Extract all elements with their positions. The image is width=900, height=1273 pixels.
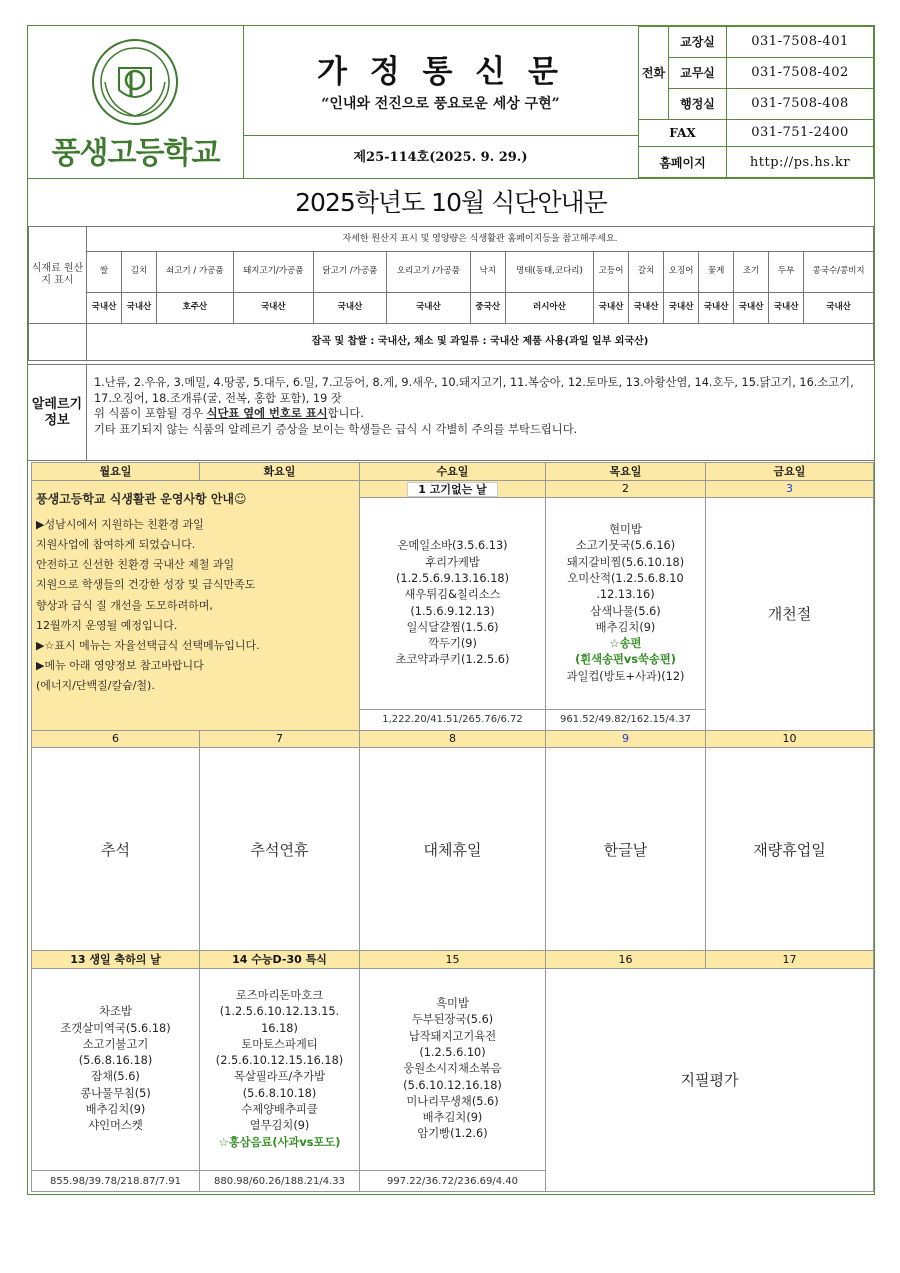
menu-cell [360, 968, 546, 1171]
allergy-rule-c: 합니다. [327, 407, 364, 420]
homepage-link[interactable]: http://ps.hs.kr [727, 147, 874, 178]
notice-line: ▶메뉴 아래 영양정보 참고바랍니다 [36, 659, 204, 673]
day-label [360, 480, 546, 498]
menu-calendar [31, 462, 873, 1192]
origin-value: 국내산 [769, 292, 804, 323]
origin-item: 명태(동태,코다리) [505, 251, 593, 292]
nutrition-info: 961.52/49.82/162.15/4.37 [546, 710, 706, 731]
allergy-rule [94, 406, 870, 422]
menu-cell [200, 968, 360, 1171]
rice-note: 잡곡 및 찹쌀 : 국내산, 채소 및 과일류 : 국내산 제품 사용(과일 일부 외국산) [87, 323, 874, 360]
school-name: 풍생고등학교 [51, 136, 220, 171]
menu-item: 흑미밥 [436, 997, 469, 1011]
day-label: 2 [546, 480, 706, 498]
allergy-rule-emphasis: 식단표 옆에 번호로 표시 [206, 407, 328, 420]
origin-value: 국내산 [387, 292, 471, 323]
menu-item: ☆송편 [609, 637, 642, 651]
menu-item: (5.6.8.16.18) [78, 1054, 153, 1068]
holiday-cell: 대체휴일 [360, 748, 546, 951]
day-label: 3 [706, 480, 874, 498]
origin-item: 낙지 [470, 251, 505, 292]
issue-number: 제25-114호(2025. 9. 29.) [243, 135, 638, 179]
menu-item: 두부된장국(5.6) [411, 1013, 494, 1027]
origin-table [28, 226, 874, 361]
menu-item: 초코약과쿠키(1.2.5.6) [395, 653, 510, 667]
holiday-cell: 한글날 [546, 748, 706, 951]
homepage-label: 홈페이지 [639, 147, 727, 178]
menu-item: 목살필라프/추가밥 [233, 1070, 326, 1084]
allergy-info [28, 364, 874, 461]
contact-number: 031-7508-402 [727, 57, 874, 88]
origin-value: 국내산 [122, 292, 157, 323]
menu-item: (1.2.5.6.10) [419, 1045, 486, 1059]
day-label: 17 [706, 951, 874, 969]
allergy-list: 1.난류, 2.우유, 3.메밀, 4.땅콩, 5.대두, 6.밀, 7.고등어, 8.게, 9.새우, 10.돼지고기, 11.복숭아, 12.토마토, 13.아황산염, 14.호두, 15.닭고기, 16.소고기, 17.오징어, 18.조개류(굴, 전복, 홍합 포함), 19 잣 [94, 376, 854, 405]
allergy-label: 알레르기 정보 [28, 365, 87, 460]
menu-item: 온메일소바(3.5.6.13) [397, 539, 508, 553]
menu-cell [546, 498, 706, 710]
fax-number: 031-751-2400 [727, 119, 874, 146]
menu-item: 소고기불고기 [82, 1037, 149, 1051]
origin-value: 중국산 [470, 292, 505, 323]
origin-value: 국내산 [804, 292, 874, 323]
header [28, 26, 874, 178]
menu-item: 납작돼지고기육전 [408, 1029, 497, 1043]
origin-value: 국내산 [629, 292, 664, 323]
menu-item: 로즈마리돈마호크 [235, 988, 324, 1002]
menu-item: 차조밥 [99, 1005, 132, 1019]
origin-value: 러시아산 [505, 292, 593, 323]
origin-note: 자세한 원산지 표시 및 영양량은 식생활관 홈페이지등을 참고해주세요. [87, 227, 874, 252]
menu-item: 미나리무생채(5.6) [406, 1094, 499, 1108]
menu-item: 돼지갈비찜(5.6.10.18) [566, 555, 685, 569]
notice-line: 안전하고 신선한 친환경 국내산 제철 과일 [36, 558, 235, 572]
holiday-cell: 재량휴업일 [706, 748, 874, 951]
origin-value: 국내산 [233, 292, 313, 323]
origin-item: 쇠고기 / 가공품 [157, 251, 234, 292]
nutrition-info: 1,222.20/41.51/265.76/6.72 [360, 710, 546, 731]
day-label: 15 [360, 951, 546, 969]
menu-item: 현미밥 [609, 523, 642, 537]
contact-label: 교무실 [669, 57, 727, 88]
origin-value: 국내산 [734, 292, 769, 323]
menu-item-choice: ☆홍삼음료(사과vs포도) [218, 1135, 341, 1149]
nutrition-info: 855.98/39.78/218.87/7.91 [32, 1171, 200, 1192]
menu-item: 후리가케밥 [425, 555, 480, 569]
origin-value: 국내산 [594, 292, 629, 323]
day-1-label: 1 고기없는 날 [407, 482, 497, 497]
menu-item: 일식달걀찜(1.5.6) [406, 620, 499, 634]
phone-label: 전화 [639, 27, 669, 120]
menu-item: 새우튀김&칠리소스 [404, 588, 501, 602]
notice-line: 12월까지 운영될 예정입니다. [36, 618, 178, 632]
menu-item: 수제양배추피클 [241, 1103, 318, 1117]
origin-value: 국내산 [313, 292, 386, 323]
weekday-header: 목요일 [546, 463, 706, 481]
day-label: 9 [546, 730, 706, 748]
newsletter-title: 가 정 통 신 문 [317, 54, 564, 90]
contact-number: 031-7508-408 [727, 88, 874, 119]
menu-item: 깍두기(9) [428, 637, 477, 651]
contact-table [638, 26, 874, 178]
weekday-header: 월요일 [32, 463, 200, 481]
notice-line: ▶성남시에서 지원하는 친환경 과일 [36, 517, 204, 531]
day-label: 14 수능D-30 특식 [200, 951, 360, 969]
origin-item: 두부 [769, 251, 804, 292]
day-label: 13 생일 축하의 날 [32, 951, 200, 969]
menu-item: (1.2.5.6.9.13.16.18) [395, 571, 509, 585]
origin-value: 국내산 [699, 292, 734, 323]
weekday-header: 수요일 [360, 463, 546, 481]
allergy-text [94, 375, 870, 437]
title-block [243, 26, 638, 178]
origin-item: 꽃게 [699, 251, 734, 292]
menu-item: 과일컵(방토+사과)(12) [566, 669, 685, 683]
origin-item: 오리고기 /가공품 [387, 251, 471, 292]
school-block [28, 26, 244, 178]
menu-item: 삼색나물(5.6) [590, 604, 661, 618]
menu-item: (2.5.6.10.12.15.16.18) [215, 1054, 344, 1068]
notice-line: ▶☆표시 메뉴는 자율선택급식 선택메뉴입니다. [36, 638, 260, 652]
origin-item: 돼지고기/가공품 [233, 251, 313, 292]
origin-item: 쌀 [87, 251, 122, 292]
nutrition-info: 997.22/36.72/236.69/4.40 [360, 1171, 546, 1192]
contact-label: 교장실 [669, 27, 727, 58]
allergy-caution: 기타 표기되지 않는 식품의 알레르기 증상을 보이는 학생들은 급식 시 각별히 주의를 부탁드립니다. [94, 422, 578, 436]
origin-side-label: 식재료 원산지 표시 [29, 227, 87, 324]
menu-cell [360, 498, 546, 710]
origin-item: 갈치 [629, 251, 664, 292]
notice-line: 지원사업에 참여하게 되었습니다. [36, 537, 196, 551]
menu-title: 2025학년도 10월 식단안내문 [28, 178, 874, 224]
day-label: 8 [360, 730, 546, 748]
menu-item: (5.6.10.12.16.18) [403, 1078, 502, 1092]
notice-line: 지원으로 학생들의 건강한 성장 및 급식만족도 [36, 578, 256, 592]
notice-box [32, 480, 360, 730]
origin-value: 국내산 [664, 292, 699, 323]
school-seal-icon [91, 38, 179, 126]
origin-value: 호주산 [157, 292, 234, 323]
menu-item: 오미산적(1.2.5.6.8.10 [567, 571, 684, 585]
holiday-cell: 추석연휴 [200, 748, 360, 951]
contact-number: 031-7508-401 [727, 27, 874, 58]
menu-item: 배추김치(9) [595, 620, 656, 634]
newsletter-page [27, 25, 875, 1195]
menu-item: 샤인머스켓 [88, 1119, 143, 1133]
menu-item: 잡채(5.6) [91, 1070, 140, 1084]
menu-item: .12.13.16) [596, 588, 655, 602]
menu-cell [32, 968, 200, 1171]
menu-item: 소고기뭇국(5.6.16) [575, 539, 676, 553]
menu-item: 토마토스파게티 [241, 1037, 318, 1051]
weekday-header: 화요일 [200, 463, 360, 481]
holiday-cell: 추석 [32, 748, 200, 951]
allergy-rule-a: 위 식품이 포함될 경우 [94, 407, 207, 420]
menu-item: (흰색송편vs쑥송편) [575, 653, 676, 667]
menu-item: 배추김치(9) [422, 1111, 483, 1125]
holiday-cell: 개천절 [706, 498, 874, 731]
menu-item: 열무김치(9) [249, 1119, 310, 1133]
menu-item: 웅원소시지채소볶음 [403, 1062, 502, 1076]
menu-item: 암기빵(1.2.6) [417, 1127, 488, 1141]
contact-label: 행정실 [669, 88, 727, 119]
exam-cell: 지필평가 [546, 968, 874, 1191]
menu-item: 16.18) [261, 1021, 298, 1035]
menu-item: 조갯살미역국(5.6.18) [60, 1021, 171, 1035]
notice-line: (에너지/단백질/칼슘/철). [36, 679, 155, 693]
school-motto: “인내와 전진으로 풍요로운 세상 구현” [321, 96, 560, 112]
notice-head: 풍생고등학교 식생활관 운영사항 안내☺ [36, 491, 247, 506]
origin-item: 조기 [734, 251, 769, 292]
notice-line: 향상과 급식 질 개선을 도모하려하며, [36, 598, 213, 612]
menu-item: (5.6.8.10.18) [242, 1086, 317, 1100]
menu-item: 배추김치(9) [85, 1103, 146, 1117]
day-label: 7 [200, 730, 360, 748]
origin-item: 닭고기 /가공품 [313, 251, 386, 292]
menu-item: (1.5.6.9.12.13) [410, 604, 495, 618]
origin-item: 콩국수/콩비지 [804, 251, 874, 292]
fax-label: FAX [639, 119, 727, 146]
origin-value: 국내산 [87, 292, 122, 323]
menu-item: (1.2.5.6.10.12.13.15. [219, 1005, 340, 1019]
day-label: 6 [32, 730, 200, 748]
day-label: 10 [706, 730, 874, 748]
weekday-header: 금요일 [706, 463, 874, 481]
menu-item: 콩나물무침(5) [80, 1086, 151, 1100]
origin-item: 고등어 [594, 251, 629, 292]
origin-item: 김치 [122, 251, 157, 292]
day-label: 16 [546, 951, 706, 969]
origin-item: 오징어 [664, 251, 699, 292]
nutrition-info: 880.98/60.26/188.21/4.33 [200, 1171, 360, 1192]
